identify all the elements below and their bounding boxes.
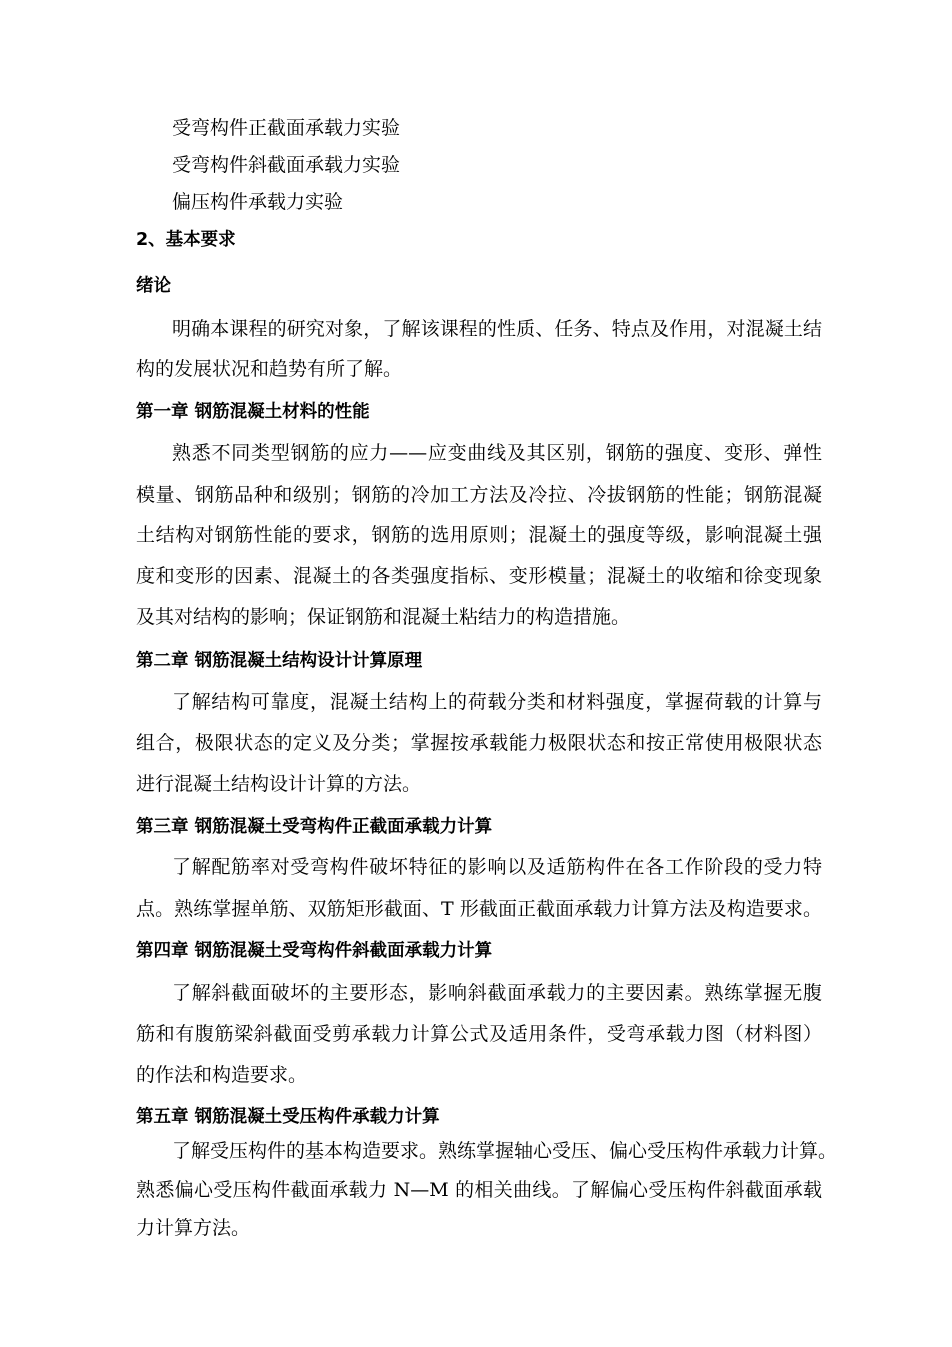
intro-heading: 绪论	[136, 276, 171, 296]
chapter-heading: 第四章 钢筋混凝土受弯构件斜截面承载力计算	[136, 941, 493, 961]
chapter-heading: 第三章 钢筋混凝土受弯构件正截面承载力计算	[136, 817, 493, 837]
intro-paragraph-line: 构的发展状况和趋势有所了解。	[136, 358, 403, 380]
chapter-paragraph-line: 的作法和构造要求。	[136, 1064, 308, 1086]
chapter-paragraph-line: 熟悉偏心受压构件截面承载力 N—M 的相关曲线。了解偏心受压构件斜截面承载	[136, 1179, 822, 1201]
chapter-paragraph-line: 了解结构可靠度，混凝土结构上的荷载分类和材料强度，掌握荷载的计算与	[172, 691, 822, 713]
chapter-paragraph-line: 了解配筋率对受弯构件破坏特征的影响以及适筋构件在各工作阶段的受力特	[172, 856, 822, 878]
experiment-item: 偏压构件承载力实验	[172, 191, 344, 213]
section-heading: 2、基本要求	[136, 230, 236, 250]
chapter-paragraph-line: 土结构对钢筋性能的要求，钢筋的选用原则；混凝土的强度等级，影响混凝土强	[136, 524, 822, 546]
chapter-heading: 第五章 钢筋混凝土受压构件承载力计算	[136, 1107, 440, 1127]
chapter-paragraph-line: 度和变形的因素、混凝土的各类强度指标、变形模量；混凝土的收缩和徐变现象	[136, 565, 822, 587]
chapter-paragraph-line: 力计算方法。	[136, 1217, 251, 1239]
intro-paragraph-line: 明确本课程的研究对象，了解该课程的性质、任务、特点及作用，对混凝土结	[172, 318, 822, 340]
chapter-paragraph-line: 模量、钢筋品种和级别；钢筋的冷加工方法及冷拉、冷拔钢筋的性能；钢筋混凝	[136, 484, 822, 506]
chapter-paragraph-line: 进行混凝土结构设计计算的方法。	[136, 773, 422, 795]
chapter-heading: 第一章 钢筋混凝土材料的性能	[136, 402, 370, 422]
chapter-heading: 第二章 钢筋混凝土结构设计计算原理	[136, 651, 423, 671]
chapter-paragraph-line: 了解受压构件的基本构造要求。熟练掌握轴心受压、偏心受压构件承载力计算。	[172, 1140, 838, 1162]
chapter-paragraph-line: 了解斜截面破坏的主要形态，影响斜截面承载力的主要因素。熟练掌握无腹	[172, 982, 822, 1004]
chapter-paragraph-line: 点。熟练掌握单筋、双筋矩形截面、T 形截面正截面承载力计算方法及构造要求。	[136, 898, 822, 920]
experiment-item: 受弯构件正截面承载力实验	[172, 117, 401, 139]
chapter-paragraph-line: 组合，极限状态的定义及分类；掌握按承载能力极限状态和按正常使用极限状态	[136, 732, 822, 754]
chapter-paragraph-line: 及其对结构的影响；保证钢筋和混凝土粘结力的构造措施。	[136, 606, 631, 628]
experiment-item: 受弯构件斜截面承载力实验	[172, 154, 401, 176]
chapter-paragraph-line: 熟悉不同类型钢筋的应力——应变曲线及其区别，钢筋的强度、变形、弹性	[172, 442, 822, 464]
chapter-paragraph-line: 筋和有腹筋梁斜截面受剪承载力计算公式及适用条件，受弯承载力图（材料图）	[136, 1023, 822, 1045]
